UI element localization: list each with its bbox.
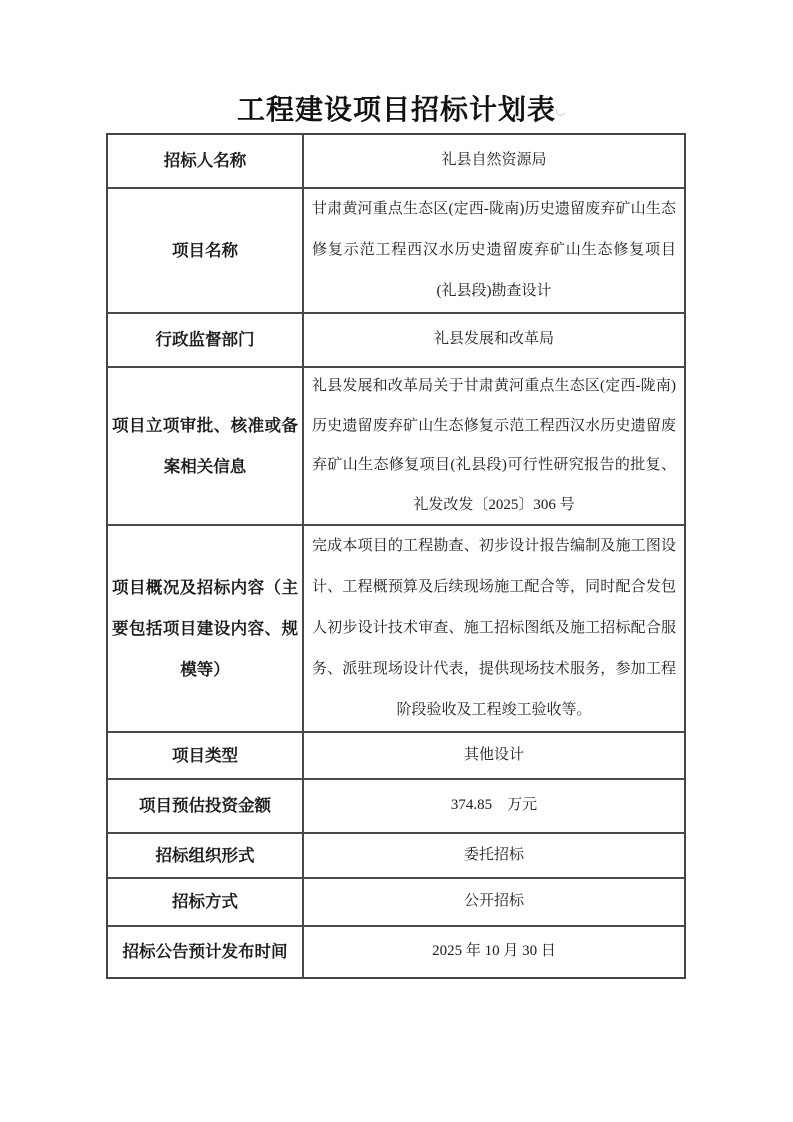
table-row-approval-info [108, 368, 684, 526]
table-row-bidding-method [108, 879, 684, 927]
table-row-announcement-date [108, 927, 684, 977]
row-value: 374.85 万元 [450, 797, 538, 814]
table-row-project-type [108, 733, 684, 780]
row-value: 礼县自然资源局 [441, 152, 547, 169]
row-label: 项目立项审批、核准或备案相关信息 [108, 368, 304, 524]
row-label: 招标公告预计发布时间 [108, 927, 304, 977]
row-label: 项目概况及招标内容（主要包括项目建设内容、规模等） [108, 526, 304, 731]
row-value: 委托招标 [463, 846, 524, 863]
row-label: 招标方式 [108, 879, 304, 925]
row-value: 甘肃黄河重点生态区(定西-陇南)历史遗留废弃矿山生态修复示范工程西汉水历史遗留废弃矿山生态修复项目(礼县段)勘查设计 [312, 201, 676, 299]
table-row-supervision-department [108, 314, 684, 368]
row-value: 其他设计 [463, 746, 524, 763]
row-label: 行政监督部门 [108, 314, 304, 366]
bidding-plan-table [106, 133, 686, 979]
row-value: 礼县发展和改革局关于甘肃黄河重点生态区(定西-陇南)历史遗留废弃矿山生态修复示范工程西汉水历史遗留废弃矿山生态修复项目(礼县段)可行性研究报告的批复、礼发改发〔2025〕306 号 [312, 378, 676, 513]
table-row-project-name [108, 189, 684, 314]
table-row-bidder-name [108, 135, 684, 189]
row-value: 礼县发展和改革局 [433, 331, 554, 348]
row-label: 项目名称 [108, 189, 304, 312]
row-label: 招标组织形式 [108, 834, 304, 877]
table-row-bidding-organization-form [108, 834, 684, 879]
row-value: 完成本项目的工程勘查、初步设计报告编制及施工图设计、工程概预算及后续现场施工配合等，同时配合发包人初步设计技术审查、施工招标图纸及施工招标配合服务、派驻现场设计代表，提供现场技术服务，参加工程阶段验收及工程竣工验收等。 [312, 538, 676, 718]
row-value: 公开招标 [463, 893, 524, 910]
table-row-project-overview [108, 526, 684, 733]
row-value: 2025 年 10 月 30 日 [432, 943, 556, 960]
row-label: 项目类型 [108, 733, 304, 778]
row-label: 招标人名称 [108, 135, 304, 187]
table-row-estimated-investment [108, 780, 684, 834]
row-label: 项目预估投资金额 [108, 780, 304, 832]
page-title: 工程建设项目招标计划表 [236, 94, 556, 125]
